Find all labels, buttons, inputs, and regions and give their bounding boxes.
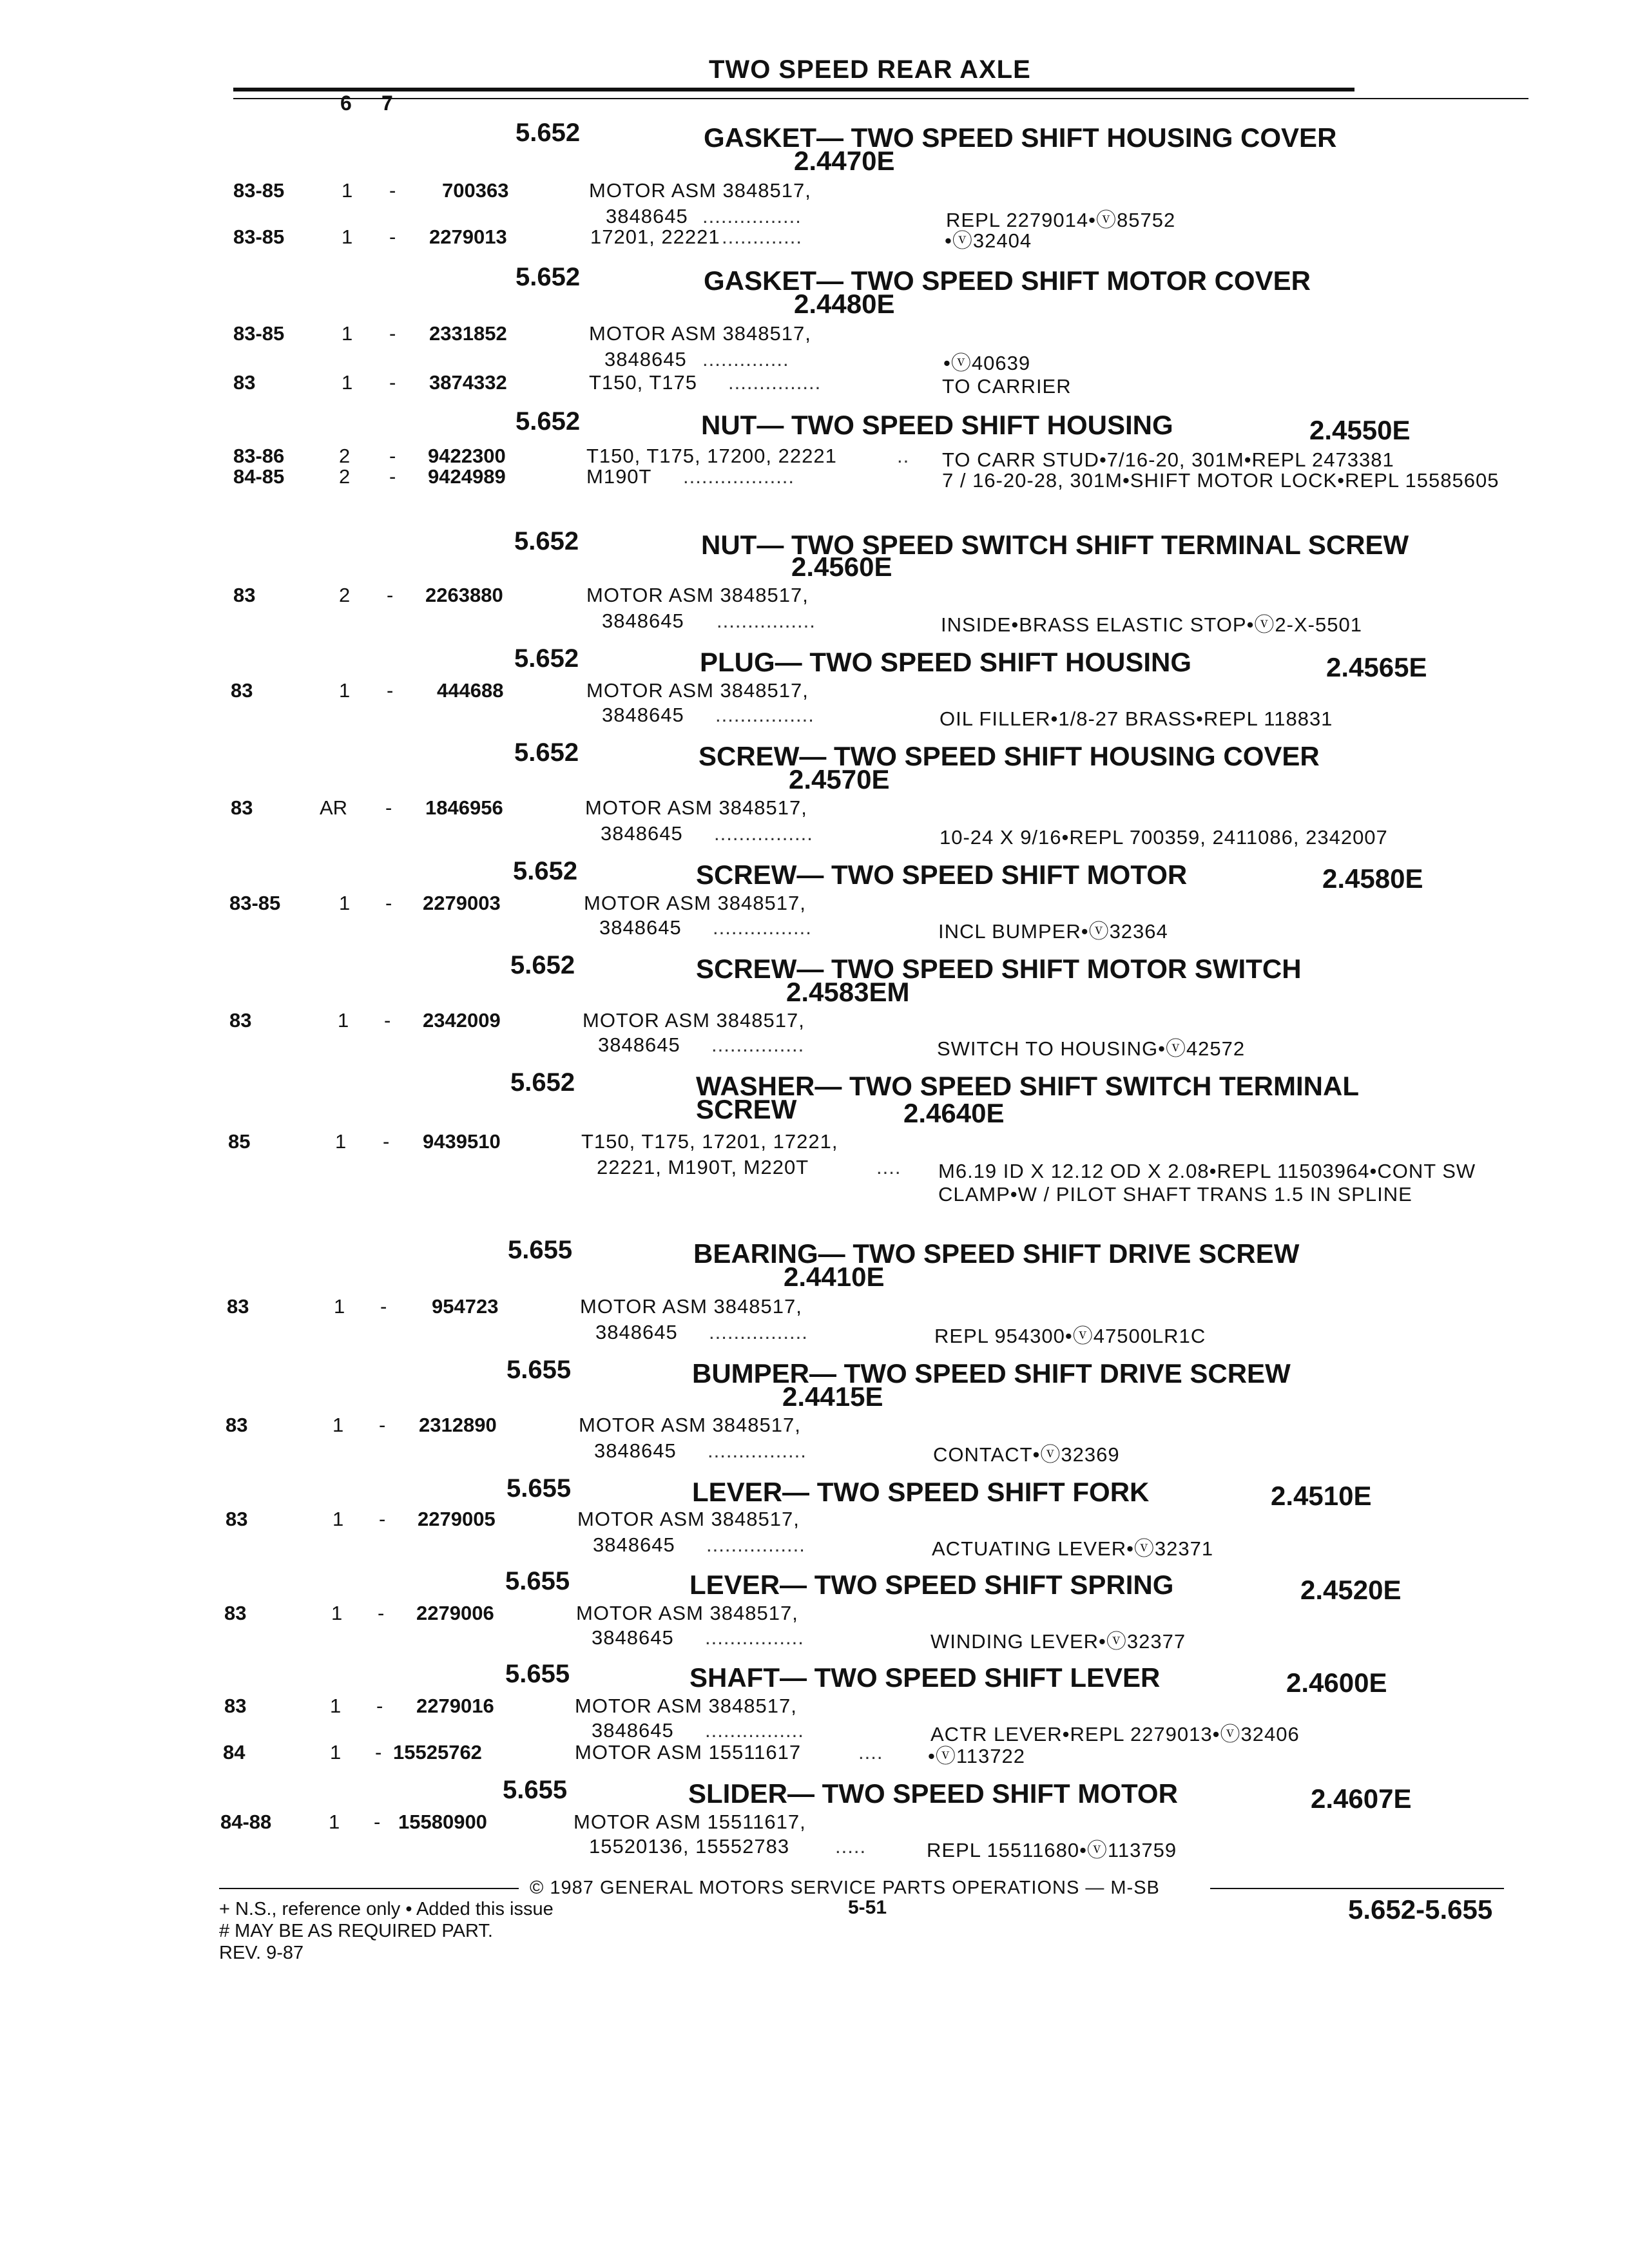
header-rule-thin	[233, 98, 1528, 99]
row-description-cont: 15520136, 15552783	[589, 1835, 790, 1858]
part-number: 2279003	[423, 892, 501, 914]
year-cell: 84-88	[220, 1811, 272, 1833]
section-code: 2.4510E	[1271, 1481, 1372, 1511]
row-description: MOTOR ASM 3848517,	[583, 1009, 805, 1032]
section-code: 2.4560E	[791, 552, 892, 582]
row-description: T150, T175, 17200, 22221	[586, 445, 837, 467]
row-description-cont: 3848645	[601, 822, 683, 845]
qty-cell: 2	[339, 465, 351, 488]
qty-cell: 2	[339, 445, 351, 467]
year-cell: 83-85	[233, 226, 285, 248]
row-description: MOTOR ASM 3848517,	[579, 1414, 801, 1436]
page-range-code: 5.652-5.655	[1348, 1894, 1493, 1925]
section-code: 2.4550E	[1309, 415, 1411, 445]
row-description: MOTOR ASM 3848517,	[589, 179, 811, 202]
section-code: 2.4565E	[1326, 652, 1427, 682]
section-title: SCREW— TWO SPEED SHIFT MOTOR	[696, 860, 1188, 890]
leader-dots: ................	[705, 1626, 804, 1649]
part-number: 9424989	[428, 465, 506, 488]
row-description-cont: 3848645	[598, 1033, 680, 1056]
qty-cell: 1	[333, 1508, 344, 1530]
part-number: 2312890	[419, 1414, 497, 1436]
part-number: 2279016	[416, 1695, 494, 1717]
dash-cell: -	[385, 892, 392, 914]
qty-cell: 1	[334, 1295, 345, 1318]
row-description: MOTOR ASM 3848517,	[580, 1295, 802, 1318]
leader-dots: ................	[706, 1533, 805, 1556]
row-note: REPL 954300•ⓥ47500LR1C	[934, 1325, 1206, 1347]
part-number: 2279005	[418, 1508, 496, 1530]
section-code: 2.4580E	[1322, 863, 1423, 894]
row-note: M6.19 ID X 12.12 OD X 2.08•REPL 11503964•CONT SW CLAMP•W / PILOT SHAFT TRANS 1.5 IN SPLINE	[938, 1160, 1476, 1206]
qty-cell: 1	[339, 892, 351, 914]
section-code: 2.4480E	[794, 289, 895, 319]
row-note: REPL 2279014•ⓥ85752	[946, 209, 1176, 231]
section-title: GASKET— TWO SPEED SHIFT MOTOR COVER	[704, 265, 1311, 296]
year-cell: 83	[233, 584, 256, 606]
section-number: 5.655	[505, 1660, 570, 1688]
leader-dots: ..	[897, 445, 910, 467]
leader-dots: .............	[722, 226, 802, 248]
leader-dots: ..............	[702, 348, 789, 370]
section-number: 5.655	[506, 1356, 572, 1384]
year-cell: 83	[224, 1602, 247, 1624]
section-title: WASHER— TWO SPEED SHIFT SWITCH TERMINAL	[696, 1071, 1359, 1101]
dash-cell: -	[389, 226, 396, 248]
leader-dots: ................	[717, 610, 816, 632]
leader-dots: ...............	[728, 371, 822, 394]
section-number: 5.652	[513, 857, 578, 885]
part-number: 954723	[432, 1295, 499, 1318]
row-note: INSIDE•BRASS ELASTIC STOP•ⓥ2-X-5501	[941, 613, 1362, 636]
row-note: •ⓥ32404	[945, 229, 1032, 252]
year-cell: 83-85	[229, 892, 281, 914]
row-note: TO CARR STUD•7/16-20, 301M•REPL 2473381	[942, 448, 1394, 471]
section-title: SHAFT— TWO SPEED SHIFT LEVER	[689, 1662, 1161, 1693]
row-description: MOTOR ASM 3848517,	[577, 1508, 800, 1530]
section-number: 5.652	[516, 407, 581, 436]
row-note: SWITCH TO HOUSING•ⓥ42572	[937, 1037, 1246, 1060]
section-code: 2.4415E	[782, 1381, 883, 1412]
section-number: 5.652	[516, 119, 581, 147]
year-cell: 83-85	[233, 179, 285, 202]
row-description-cont: 22221, M190T, M220T	[597, 1156, 809, 1178]
year-cell: 83	[231, 796, 253, 819]
section-code: 2.4583EM	[786, 977, 910, 1007]
section-title: SLIDER— TWO SPEED SHIFT MOTOR	[688, 1778, 1178, 1809]
qty-cell: 1	[335, 1130, 347, 1153]
section-number: 5.652	[516, 263, 581, 291]
part-number: 700363	[442, 179, 509, 202]
row-description-cont: 3848645	[602, 610, 684, 632]
section-number: 5.652	[514, 738, 579, 767]
section-code: 2.4570E	[789, 764, 890, 794]
year-cell: 83	[226, 1508, 248, 1530]
section-number: 5.652	[510, 951, 575, 979]
section-title-cont: SCREW	[696, 1094, 797, 1124]
row-description: T150, T175	[589, 371, 697, 394]
leader-dots: ................	[715, 704, 815, 726]
row-description-cont: 3848645	[593, 1533, 675, 1556]
dash-cell: -	[376, 1695, 383, 1717]
row-description-cont: 3848645	[602, 704, 684, 726]
dash-cell: -	[383, 1130, 390, 1153]
leader-dots: ................	[702, 205, 802, 227]
revision-label: REV. 9-87	[219, 1943, 304, 1963]
qty-cell: 1	[338, 1009, 349, 1032]
footer-legend-1: + N.S., reference only • Added this issue	[219, 1899, 554, 1919]
row-description-cont: 3848645	[592, 1719, 674, 1742]
year-cell: 83-86	[233, 445, 285, 467]
row-description: MOTOR ASM 3848517,	[586, 584, 809, 606]
qty-cell: 1	[342, 226, 353, 248]
section-number: 5.652	[514, 644, 579, 673]
row-description: MOTOR ASM 3848517,	[584, 892, 806, 914]
row-description: MOTOR ASM 3848517,	[576, 1602, 798, 1624]
part-number: 9422300	[428, 445, 506, 467]
leader-dots: ................	[705, 1719, 804, 1742]
section-title: NUT— TWO SPEED SHIFT HOUSING	[701, 410, 1173, 440]
row-description: MOTOR ASM 3848517,	[586, 679, 809, 702]
row-description: MOTOR ASM 15511617	[575, 1741, 802, 1763]
row-note: 7 / 16-20-28, 301M•SHIFT MOTOR LOCK•REPL 15585605	[942, 469, 1499, 492]
footer-rule-left	[219, 1888, 519, 1889]
leader-dots: ..................	[683, 465, 795, 488]
leader-dots: .....	[835, 1835, 867, 1858]
section-title: LEVER— TWO SPEED SHIFT SPRING	[689, 1570, 1174, 1600]
qty-cell: 1	[330, 1741, 342, 1763]
row-note: REPL 15511680•ⓥ113759	[927, 1839, 1177, 1861]
row-description-cont: 3848645	[606, 205, 688, 227]
part-number: 444688	[437, 679, 504, 702]
row-note: INCL BUMPER•ⓥ32364	[938, 920, 1168, 943]
column-6-label: 6	[340, 91, 352, 115]
column-7-label: 7	[381, 91, 393, 115]
year-cell: 84	[223, 1741, 246, 1763]
footer-legend-2: # MAY BE AS REQUIRED PART.	[219, 1921, 493, 1941]
section-code: 2.4410E	[784, 1262, 885, 1292]
year-cell: 83	[229, 1009, 252, 1032]
section-title: GASKET— TWO SPEED SHIFT HOUSING COVER	[704, 122, 1337, 153]
section-number: 5.655	[505, 1567, 570, 1595]
year-cell: 83	[231, 679, 253, 702]
year-cell: 83	[233, 371, 256, 394]
leader-dots: ................	[713, 916, 812, 939]
row-description: M190T	[586, 465, 652, 488]
qty-cell: 1	[342, 371, 353, 394]
footer-rule-right	[1210, 1888, 1504, 1889]
section-code: 2.4607E	[1311, 1783, 1412, 1814]
section-title: LEVER— TWO SPEED SHIFT FORK	[692, 1477, 1150, 1507]
row-note: 10-24 X 9/16•REPL 700359, 2411086, 2342007	[940, 826, 1388, 849]
part-number: 15525762	[393, 1741, 482, 1763]
part-number: 9439510	[423, 1130, 501, 1153]
row-description: 17201, 22221	[590, 226, 720, 248]
year-cell: 85	[228, 1130, 251, 1153]
dash-cell: -	[379, 1508, 386, 1530]
qty-cell: 1	[342, 179, 353, 202]
dash-cell: -	[389, 465, 396, 488]
dash-cell: -	[379, 1414, 386, 1436]
leader-dots: ................	[709, 1321, 808, 1343]
row-description: MOTOR ASM 15511617,	[574, 1811, 806, 1833]
section-number: 5.652	[514, 527, 579, 555]
qty-cell: 1	[330, 1695, 342, 1717]
row-description-cont: 3848645	[604, 348, 687, 370]
dash-cell: -	[389, 371, 396, 394]
section-number: 5.652	[510, 1068, 575, 1097]
section-title: SCREW— TWO SPEED SHIFT HOUSING COVER	[699, 741, 1320, 771]
year-cell: 83	[227, 1295, 249, 1318]
year-cell: 83-85	[233, 322, 285, 345]
row-description-cont: 3848645	[595, 1321, 678, 1343]
row-note: WINDING LEVER•ⓥ32377	[930, 1630, 1186, 1653]
section-code: 2.4640E	[903, 1098, 1005, 1128]
row-description-cont: 3848645	[592, 1626, 674, 1649]
page-title: TWO SPEED REAR AXLE	[709, 55, 1031, 84]
header-rule-thick	[233, 88, 1354, 91]
dash-cell: -	[375, 1741, 382, 1763]
dash-cell: -	[389, 179, 396, 202]
dash-cell: -	[387, 584, 394, 606]
part-number: 2342009	[423, 1009, 501, 1032]
row-description: MOTOR ASM 3848517,	[589, 322, 811, 345]
copyright-line: © 1987 GENERAL MOTORS SERVICE PARTS OPERATIONS — M-SB	[530, 1878, 1160, 1898]
row-note: •ⓥ113722	[928, 1745, 1025, 1767]
qty-cell: 1	[333, 1414, 344, 1436]
dash-cell: -	[378, 1602, 385, 1624]
dash-cell: -	[385, 796, 392, 819]
section-title: BUMPER— TWO SPEED SHIFT DRIVE SCREW	[692, 1358, 1291, 1389]
qty-cell: 2	[339, 584, 351, 606]
qty-cell: AR	[320, 796, 348, 819]
leader-dots: ....	[858, 1741, 883, 1763]
qty-cell: 1	[331, 1602, 343, 1624]
year-cell: 83	[226, 1414, 248, 1436]
row-description: MOTOR ASM 3848517,	[585, 796, 807, 819]
qty-cell: 1	[339, 679, 351, 702]
year-cell: 84-85	[233, 465, 285, 488]
dash-cell: -	[380, 1295, 387, 1318]
row-note: CONTACT•ⓥ32369	[933, 1443, 1120, 1466]
section-title: BEARING— TWO SPEED SHIFT DRIVE SCREW	[693, 1238, 1300, 1269]
part-number: 15580900	[398, 1811, 487, 1833]
leader-dots: ................	[708, 1439, 807, 1462]
section-title: NUT— TWO SPEED SWITCH SHIFT TERMINAL SCREW	[701, 530, 1409, 560]
row-note: OIL FILLER•1/8-27 BRASS•REPL 118831	[940, 707, 1333, 730]
section-code: 2.4520E	[1300, 1575, 1402, 1605]
qty-cell: 1	[329, 1811, 340, 1833]
dash-cell: -	[387, 679, 394, 702]
row-note: •ⓥ40639	[943, 352, 1031, 374]
part-number: 2263880	[425, 584, 503, 606]
row-note: ACTUATING LEVER•ⓥ32371	[932, 1537, 1214, 1560]
leader-dots: ................	[714, 822, 813, 845]
dash-cell: -	[384, 1009, 391, 1032]
row-note: TO CARRIER	[942, 375, 1072, 398]
section-title: SCREW— TWO SPEED SHIFT MOTOR SWITCH	[696, 954, 1302, 984]
leader-dots: ...............	[711, 1033, 805, 1056]
section-number: 5.655	[506, 1474, 572, 1503]
section-title: PLUG— TWO SPEED SHIFT HOUSING	[700, 647, 1192, 677]
row-description: T150, T175, 17201, 17221,	[581, 1130, 838, 1153]
section-number: 5.655	[508, 1236, 573, 1264]
dash-cell: -	[374, 1811, 381, 1833]
leader-dots: ....	[876, 1156, 901, 1178]
row-description-cont: 3848645	[599, 916, 682, 939]
part-number: 3874332	[429, 371, 507, 394]
section-code: 2.4470E	[794, 146, 895, 176]
qty-cell: 1	[342, 322, 353, 345]
part-number: 2331852	[429, 322, 507, 345]
dash-cell: -	[389, 445, 396, 467]
page-number: 5-51	[848, 1897, 887, 1918]
section-code: 2.4600E	[1286, 1667, 1387, 1698]
part-number: 1846956	[425, 796, 503, 819]
dash-cell: -	[389, 322, 396, 345]
section-number: 5.655	[503, 1776, 568, 1804]
row-note: ACTR LEVER•REPL 2279013•ⓥ32406	[930, 1723, 1300, 1745]
row-description: MOTOR ASM 3848517,	[575, 1695, 797, 1717]
year-cell: 83	[224, 1695, 247, 1717]
part-number: 2279006	[416, 1602, 494, 1624]
row-description-cont: 3848645	[594, 1439, 677, 1462]
part-number: 2279013	[429, 226, 507, 248]
